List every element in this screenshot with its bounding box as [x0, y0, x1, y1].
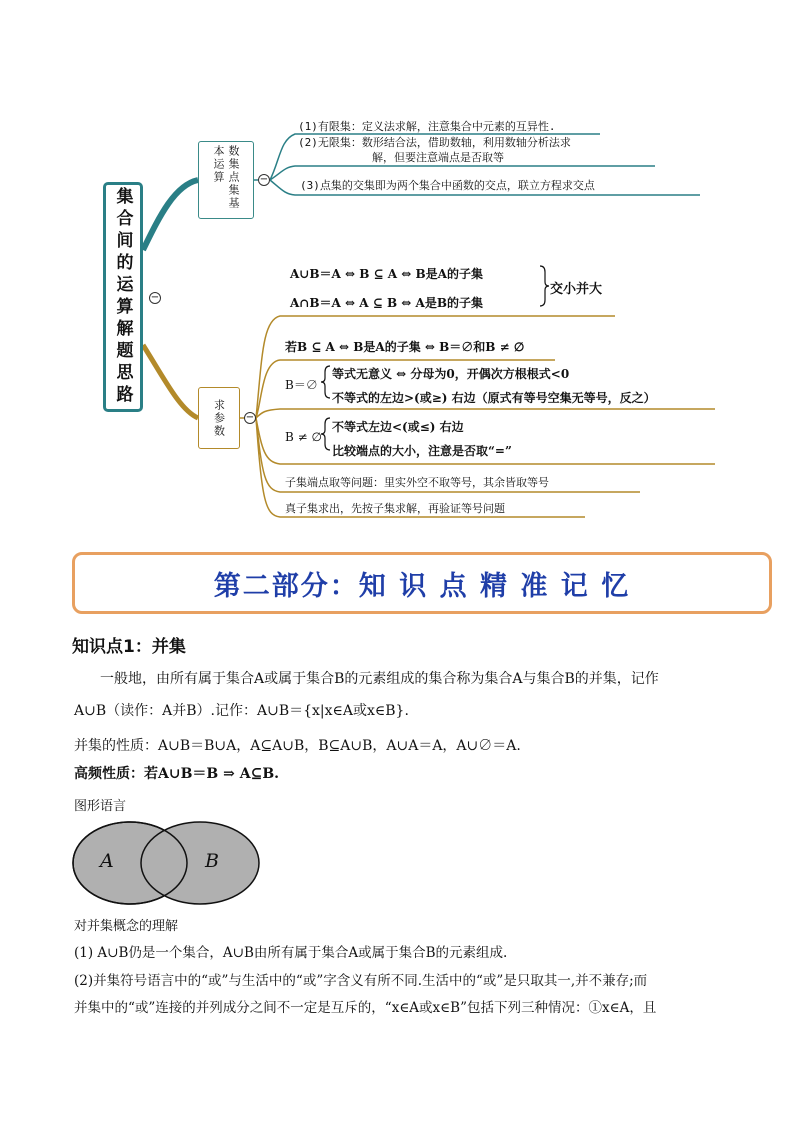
venn-set-b	[141, 822, 259, 904]
branch1-item-infinite: (2)无限集：数形结合法，借助数轴，利用数轴分析法求	[298, 136, 571, 149]
venn-label-b: B	[205, 850, 219, 872]
branch1-item-finite: (1)有限集：定义法求解，注意集合中元素的互异性.	[298, 120, 556, 133]
understanding-2-line-2: 并集中的“或”连接的并列成分之间不一定是互斥的，“x∈A或x∈B”包括下列三种情况：①x∈A，且	[74, 1000, 657, 1016]
high-frequency-property: 高频性质：若A∪B＝B ⇒ A⊆B.	[74, 766, 280, 782]
definition-line-2: A∪B（读作：A并B）.记作：A∪B＝{x|x∈A或x∈B}.	[74, 703, 409, 719]
branch2-label: 求参数	[212, 398, 226, 438]
branch2-collapse-icon[interactable]: −	[245, 412, 255, 423]
understanding-1: (1) A∪B仍是一个集合，A∪B由所有属于集合A或属于集合B的元素组成.	[74, 945, 508, 961]
knowledge-point-title: 知识点1：并集	[72, 637, 186, 657]
mindmap-root-label: 集合间的运算解题思路	[112, 187, 133, 407]
nonempty-item-2: 比较端点的大小，注意是否取“=”	[332, 444, 512, 458]
nonempty-set-label: B ≠ ∅	[285, 430, 322, 444]
intersection-rule: A∩B＝A ⇔ A ⊆ B ⇔ A是B的子集	[290, 296, 483, 310]
mindmap-root[interactable]	[103, 182, 143, 412]
branch1-collapse-icon[interactable]: −	[259, 174, 269, 185]
empty-set-label: B＝∅	[285, 378, 318, 392]
empty-item-1: 等式无意义 ⇔ 分母为0，开偶次方根根式<0	[332, 367, 570, 381]
understanding-2-line-1: (2)并集符号语言中的“或”与生活中的“或”字含义有所不同.生活中的“或”是只取其一,并不兼存;而	[74, 973, 648, 989]
union-properties: 并集的性质：A∪B＝B∪A，A⊆A∪B，B⊆A∪B，A∪A＝A，A∪∅＝A.	[74, 738, 521, 754]
brace-note: 交小并大	[550, 282, 603, 297]
graphic-language-label: 图形语言	[74, 799, 127, 814]
venn-label-a: A	[100, 850, 114, 872]
nonempty-item-1: 不等式左边<(或≤) 右边	[332, 420, 464, 434]
understanding-title: 对并集概念的理解	[74, 919, 179, 934]
banner-title: 第二部分：知 识 点 精 准 记 忆	[213, 570, 631, 602]
root-collapse-icon[interactable]: −	[150, 292, 160, 303]
branch1-label: 数集点集基本运算	[212, 145, 240, 210]
branch-number-point-sets[interactable]	[198, 141, 254, 219]
empty-item-2: 不等式的左边>(或≥) 右边（原式有等号空集无等号，反之）	[332, 391, 656, 405]
section-banner	[72, 552, 772, 614]
definition-line-1: 一般地，由所有属于集合A或属于集合B的元素组成的集合称为集合A与集合B的并集，记作	[100, 671, 659, 687]
branch1-item-infinite-cont: 解，但要注意端点是否取等	[372, 151, 504, 164]
endpoint-rule: 子集端点取等问题：里实外空不取等号，其余皆取等号	[285, 476, 549, 489]
branch1-item-point-set: (3)点集的交集即为两个集合中函数的交点，联立方程求交点	[300, 179, 595, 192]
proper-subset-rule: 真子集求出，先按子集求解，再验证等号问题	[285, 502, 505, 515]
union-rule: A∪B＝A ⇔ B ⊆ A ⇔ B是A的子集	[290, 267, 483, 281]
branch-find-parameter[interactable]	[198, 387, 240, 449]
subset-rule: 若B ⊆ A ⇔ B是A的子集 ⇔ B＝∅和B ≠ ∅	[285, 340, 525, 354]
